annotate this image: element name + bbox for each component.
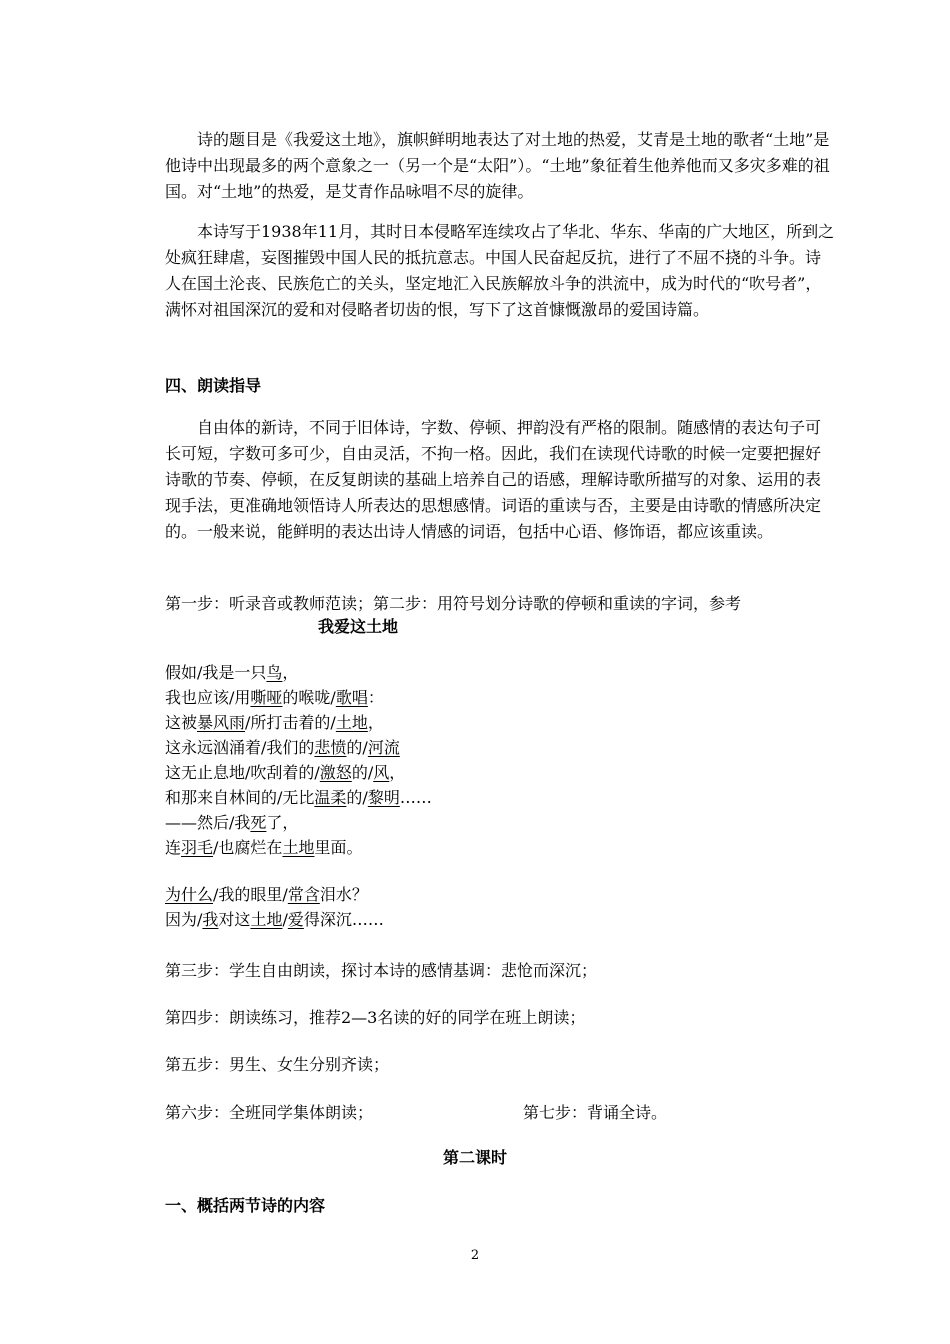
poem-line [165,907,384,932]
poem-text: ——然后/我 [165,813,251,832]
poem-text: 泪水？ [319,885,368,904]
poem-stress-word: 鸟 [266,663,283,682]
poem-text: 的/ [351,763,374,782]
poem-text: 的/ [346,788,368,807]
poem-text: 和那来自林间的/无比 [165,788,315,807]
poem-text: 里面。 [314,838,363,857]
poem-text: …… [399,788,432,807]
poem-text: 的喉咙/ [282,688,336,707]
poem-text: / [282,910,288,929]
poem-line [165,710,432,735]
poem-text: /我的眼里/ [213,885,288,904]
poem-text: /也腐烂在 [213,838,283,857]
poem-line [165,835,432,860]
paragraph-poem-title-intro: 诗的题目是《我爱这土地》，旗帜鲜明地表达了对土地的热爱，艾青是土地的歌者“土地”是他诗中出现最多的两个意象之一（另一个是“太阳”）。“土地”象征着生他养他而又多灾多难的祖国。对“土地”的热爱，是艾青作品咏唱不尽的旋律。 [165,130,830,201]
step-7: 第七步：背诵全诗。 [523,1103,668,1122]
poem-text: 假如/我是一只 [165,663,267,682]
poem-stress-word: 悲愤 [314,738,347,757]
poem-stress-word: 黎明 [367,788,400,807]
poem-stress-word: 死 [250,813,267,832]
poem-stress-word: 我 [202,910,219,929]
poem-text: 了， [266,813,299,832]
poem-line [165,660,432,685]
poem-text: 得深沉…… [303,910,384,929]
paragraph-background: 本诗写于1938年11月，其时日本侵略军连续攻占了华北、华东、华南的广大地区，所到之处疯狂肆虐，妄图摧毁中国人民的抵抗意志。中国人民奋起反抗，进行了不屈不挠的斗争。诗人在国土沦丧、民族危亡的关头，坚定地汇入民族解放斗争的洪流中，成为时代的“吹号者”，满怀对祖国深沉的爱和对侵略者切齿的恨，写下了这首慷慨激昂的爱国诗篇。 [165,222,835,319]
poem-text: /所打击着的/ [245,713,336,732]
poem-stress-word: 土地 [282,838,315,857]
lesson-two-heading: 第二课时 [442,1148,507,1167]
poem-text: 这被 [165,713,198,732]
poem-line [165,735,432,760]
step-6: 第六步：全班同学集体朗读； [165,1103,374,1122]
poem-title: 我爱这土地 [318,617,399,636]
poem-stress-word: 激怒 [319,763,352,782]
step-5: 第五步：男生、女生分别齐读； [165,1055,390,1074]
poem-text: 这永远汹涌着/我们的 [165,738,315,757]
section-heading-reading-guide: 四、朗读指导 [165,376,262,395]
poem-stanza-2 [165,882,384,932]
section-heading-summarize: 一、概括两节诗的内容 [165,1196,326,1215]
poem-stress-word: 土地 [250,910,283,929]
poem-stanza-1 [165,660,432,860]
poem-line [165,685,432,710]
poem-text: ： [367,688,384,707]
poem-stress-word: 为什么 [165,885,214,904]
poem-text: 因为/ [165,910,203,929]
poem-stress-word: 土地 [335,713,368,732]
poem-text: 对这 [218,910,251,929]
poem-line [165,882,384,907]
poem-stress-word: 暴风雨 [197,713,246,732]
poem-line [165,760,432,785]
paragraph-reading-guide: 自由体的新诗，不同于旧体诗，字数、停顿、押韵没有严格的限制。随感情的表达句子可长可短，字数可多可少，自由灵活，不拘一格。因此，我们在读现代诗歌的时候一定要把握好诗歌的节奏、停顿，在反复朗读的基础上培养自己的语感，理解诗歌所描写的对象、运用的表现手法，更准确地领悟诗人所表达的思想感情。词语的重读与否，主要是由诗歌的情感所决定的。一般来说，能鲜明的表达出诗人情感的词语，包括中心语、修饰语，都应该重读。 [165,418,822,541]
poem-line [165,810,432,835]
poem-text: 的/ [346,738,368,757]
step-3: 第三步：学生自由朗读，探讨本诗的感情基调：悲怆而深沉； [165,961,598,980]
poem-line [165,785,432,810]
poem-stress-word: 河流 [367,738,400,757]
page-number: 2 [470,1248,480,1263]
poem-stress-word: 羽毛 [181,838,214,857]
poem-text: 这无止息地/吹刮着的/ [165,763,320,782]
poem-text: 连 [165,838,182,857]
poem-stress-word: 爱 [287,910,304,929]
poem-stress-word: 常含 [287,885,320,904]
step-4: 第四步：朗读练习，推荐2—3名读的好的同学在班上朗读； [165,1008,586,1027]
poem-stress-word: 风 [373,763,390,782]
poem-text: ， [367,713,384,732]
poem-stress-word: 温柔 [314,788,347,807]
poem-text: 我也应该/用 [165,688,251,707]
poem-text: ， [282,663,299,682]
poem-stress-word: 嘶哑 [250,688,283,707]
poem-text: ， [389,763,406,782]
poem-stress-word: 歌唱 [335,688,368,707]
step-1-2: 第一步：听录音或教师范读；第二步：用符号划分诗歌的停顿和重读的字词，参考 [165,594,742,613]
